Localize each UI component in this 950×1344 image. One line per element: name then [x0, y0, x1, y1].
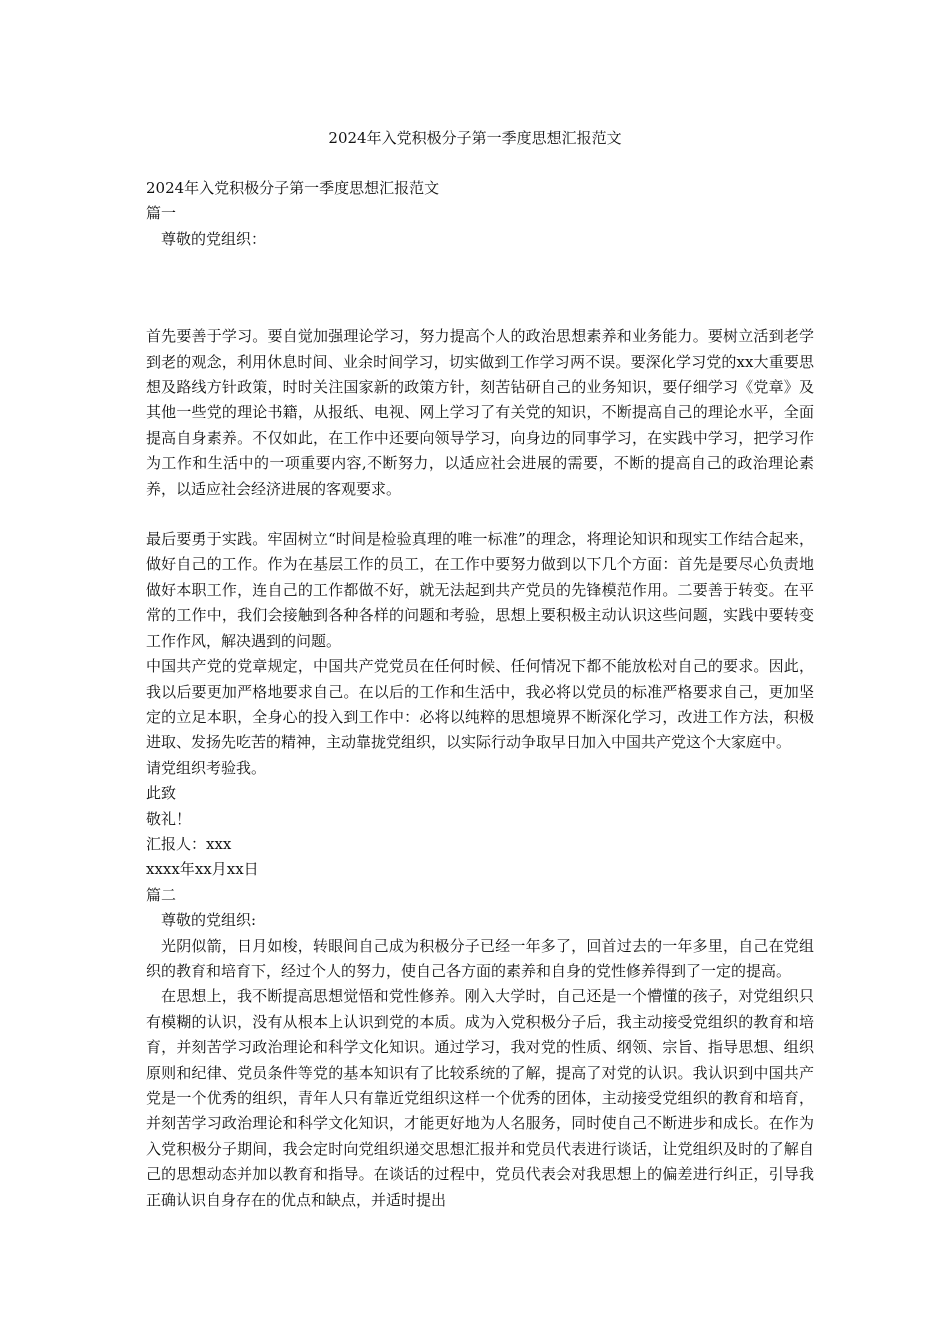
paragraph-reflection: 光阴似箭，日月如梭，转眼间自己成为积极分子已经一年多了，回首过去的一年多里，自己在党组织的教育和培育下，经过个人的努力，使自己各方面的素养和自身的党性修养得到了一定的提高。: [146, 936, 814, 980]
closing-salute: 敬礼！: [146, 809, 192, 828]
blank-space: [146, 252, 814, 324]
document-subtitle: 2024年入党积极分子第一季度思想汇报范文: [146, 179, 440, 197]
paragraph-practice: 最后要勇于实践。牢固树立“时间是检验真理的唯一标准”的理念，将理论知识和现实工作结合起来，做好自己的工作。作为在基层工作的员工，在工作中要努力做到以下几个方面：首先是要尽心负责地做好本职工作，连自己的工作都做不好，就无法起到共产党员的先锋模范作用。二要善于转变。在平常的工作中，我们会接触到各种各样的问题和考验，思想上要积极主动认识这些问题，实践中要转变工作作风，解决遇到的问题。: [146, 530, 814, 650]
date-line: xxxx年xx月xx日: [146, 860, 259, 879]
closing-cizhi: 此致: [146, 784, 177, 803]
document-title: 2024年入党积极分子第一季度思想汇报范文: [328, 129, 622, 147]
salutation-2: 尊敬的党组织:: [161, 911, 257, 930]
reporter-line: 汇报人：xxx: [146, 834, 232, 853]
section-label-2: 篇二: [146, 885, 177, 904]
document-body: [146, 176, 814, 1213]
paragraph-party-charter: 中国共产党的党章规定，中国共产党党员在任何时候、任何情况下都不能放松对自己的要求。因此，我以后要更加严格地要求自己。在以后的工作和生活中，我必将以党员的标准严格要求自己，更加坚定的立足本职，全身心的投入到工作中：必将以纯粹的思想境界不断深化学习，改进工作方法，积极进取、发扬先吃苦的精神，主动靠拢党组织，以实际行动争取早日加入中国共产党这个大家庭中。: [146, 657, 814, 752]
paragraph-thought: 在思想上，我不断提高思想觉悟和党性修养。刚入大学时，自己还是一个懵懂的孩子，对党组织只有模糊的认识，没有从根本上认识到党的本质。成为入党积极分子后，我主动接受党组织的教育和培育，并刻苦学习政治理论和科学文化知识。通过学习，我对党的性质、纲领、宗旨、指导思想、组织原则和纪律、党员条件等党的基本知识有了比较系统的了解，提高了对党的认识。我认识到中国共产党是一个优秀的组织，青年人只有靠近党组织这样一个优秀的团体，主动接受党组织的教育和培育，并刻苦学习政治理论和科学文化知识，才能更好地为人名服务，同时使自己不断进步和成长。在作为入党积极分子期间，我会定时向党组织递交思想汇报并和党员代表进行谈话，让党组织及时的了解自己的思想动态并加以教育和指导。在谈话的过程中，党员代表会对我思想上的偏差进行纠正，引导我正确认识自身存在的优点和缺点，并适时提出: [146, 987, 814, 1209]
paragraph-study: 首先要善于学习。要自觉加强理论学习，努力提高个人的政治思想素养和业务能力。要树立活到老学到老的观念，利用休息时间、业余时间学习，切实做到工作学习两不误。要深化学习党的xx大重要思想及路线方针政策，时时关注国家新的政策方针，刻苦钻研自己的业务知识，要仔细学习《党章》及其他一些党的理论书籍，从报纸、电视、网上学习了有关党的知识，不断提高自己的理论水平，全面提高自身素养。不仅如此，在工作中还要向领导学习，向身边的同事学习，在实践中学习，把学习作为工作和生活中的一项重要内容,不断努力，以适应社会进展的需要，不断的提高自己的政治理论素养，以适应社会经济进展的客观要求。: [146, 327, 814, 498]
closing-request: 请党组织考验我。: [146, 758, 267, 777]
blank-space: [146, 502, 814, 527]
salutation-1: 尊敬的党组织：: [161, 229, 267, 248]
section-label-1: 篇一: [146, 204, 177, 223]
